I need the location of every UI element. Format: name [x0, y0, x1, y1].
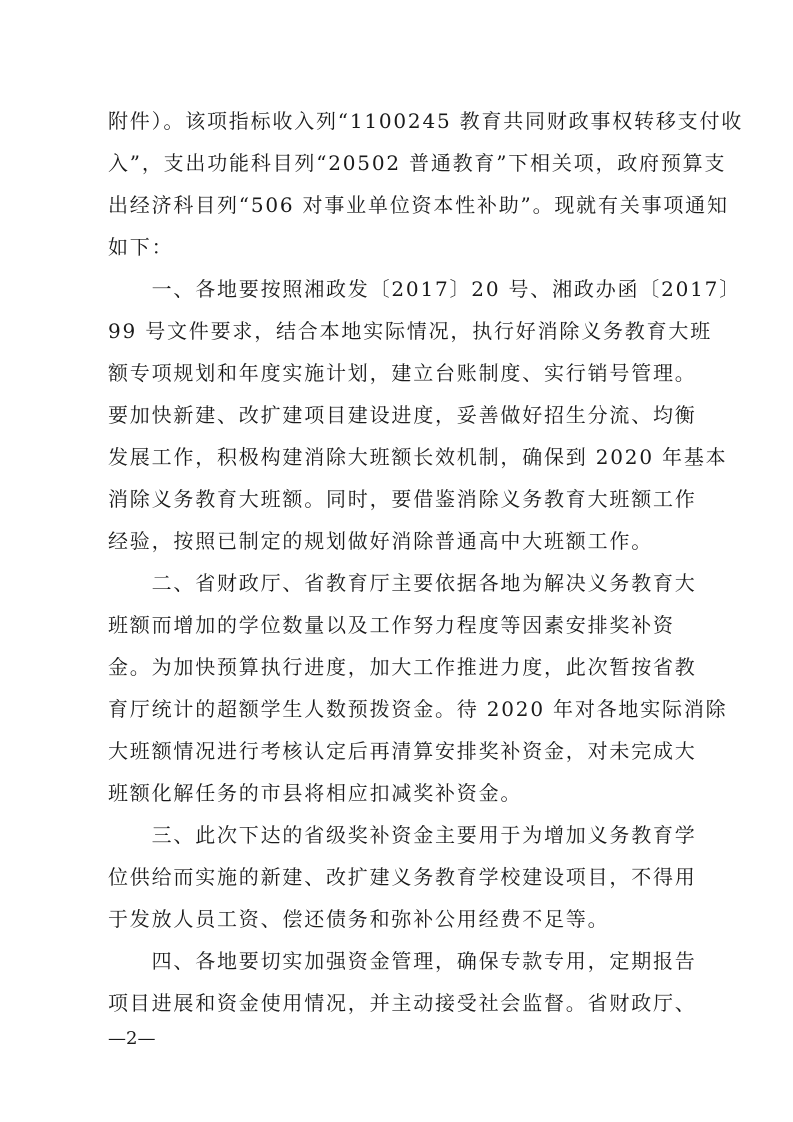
text-line: 入”，支出功能科目列“20502 普通教育”下相关项，政府预算支	[108, 151, 727, 175]
text-line: 额专项规划和年度实施计划，建立台账制度、实行销号管理。	[108, 361, 697, 385]
text-line: 一、各地要按照湘政发〔2017〕20 号、湘政办函〔2017〕	[108, 277, 742, 301]
text-line: 三、此次下达的省级奖补资金主要用于为增加义务教育学	[108, 823, 697, 847]
text-line: 于发放人员工资、偿还债务和弥补公用经费不足等。	[108, 907, 610, 931]
text-line: 附件）。该项指标收入列“1100245 教育共同财政事权转移支付收	[108, 109, 744, 133]
text-line: 四、各地要切实加强资金管理，确保专款专用，定期报告	[108, 949, 697, 973]
text-line: 项目进展和资金使用情况，并主动接受社会监督。省财政厅、	[108, 991, 697, 1015]
text-line: 金。为加快预算执行进度，加大工作推进力度，此次暂按省教	[108, 655, 697, 679]
text-line: 大班额情况进行考核认定后再清算安排奖补资金，对未完成大	[108, 739, 697, 763]
text-line: 位供给而实施的新建、改扩建义务教育学校建设项目，不得用	[108, 865, 697, 889]
text-line: 经验，按照已制定的规划做好消除普通高中大班额工作。	[108, 529, 653, 553]
text-line: 要加快新建、改扩建项目建设进度，妥善做好招生分流、均衡	[108, 403, 697, 427]
text-line: 班额化解任务的市县将相应扣减奖补资金。	[108, 781, 523, 805]
text-line: 育厅统计的超额学生人数预拨资金。待 2020 年对各地实际消除	[108, 697, 728, 721]
text-line: 如下：	[108, 235, 174, 259]
text-line: 消除义务教育大班额。同时，要借鉴消除义务教育大班额工作	[108, 487, 697, 511]
text-line: 发展工作，积极构建消除大班额长效机制，确保到 2020 年基本	[108, 445, 728, 469]
text-line: 出经济科目列“506 对事业单位资本性补助”。现就有关事项通知	[108, 193, 729, 217]
text-line: 99 号文件要求，结合本地实际情况，执行好消除义务教育大班	[108, 319, 713, 343]
text-line: 班额而增加的学位数量以及工作努力程度等因素安排奖补资	[108, 613, 675, 637]
page-number: —2—	[108, 1028, 156, 1049]
text-line: 二、省财政厅、省教育厅主要依据各地为解决义务教育大	[108, 571, 697, 595]
